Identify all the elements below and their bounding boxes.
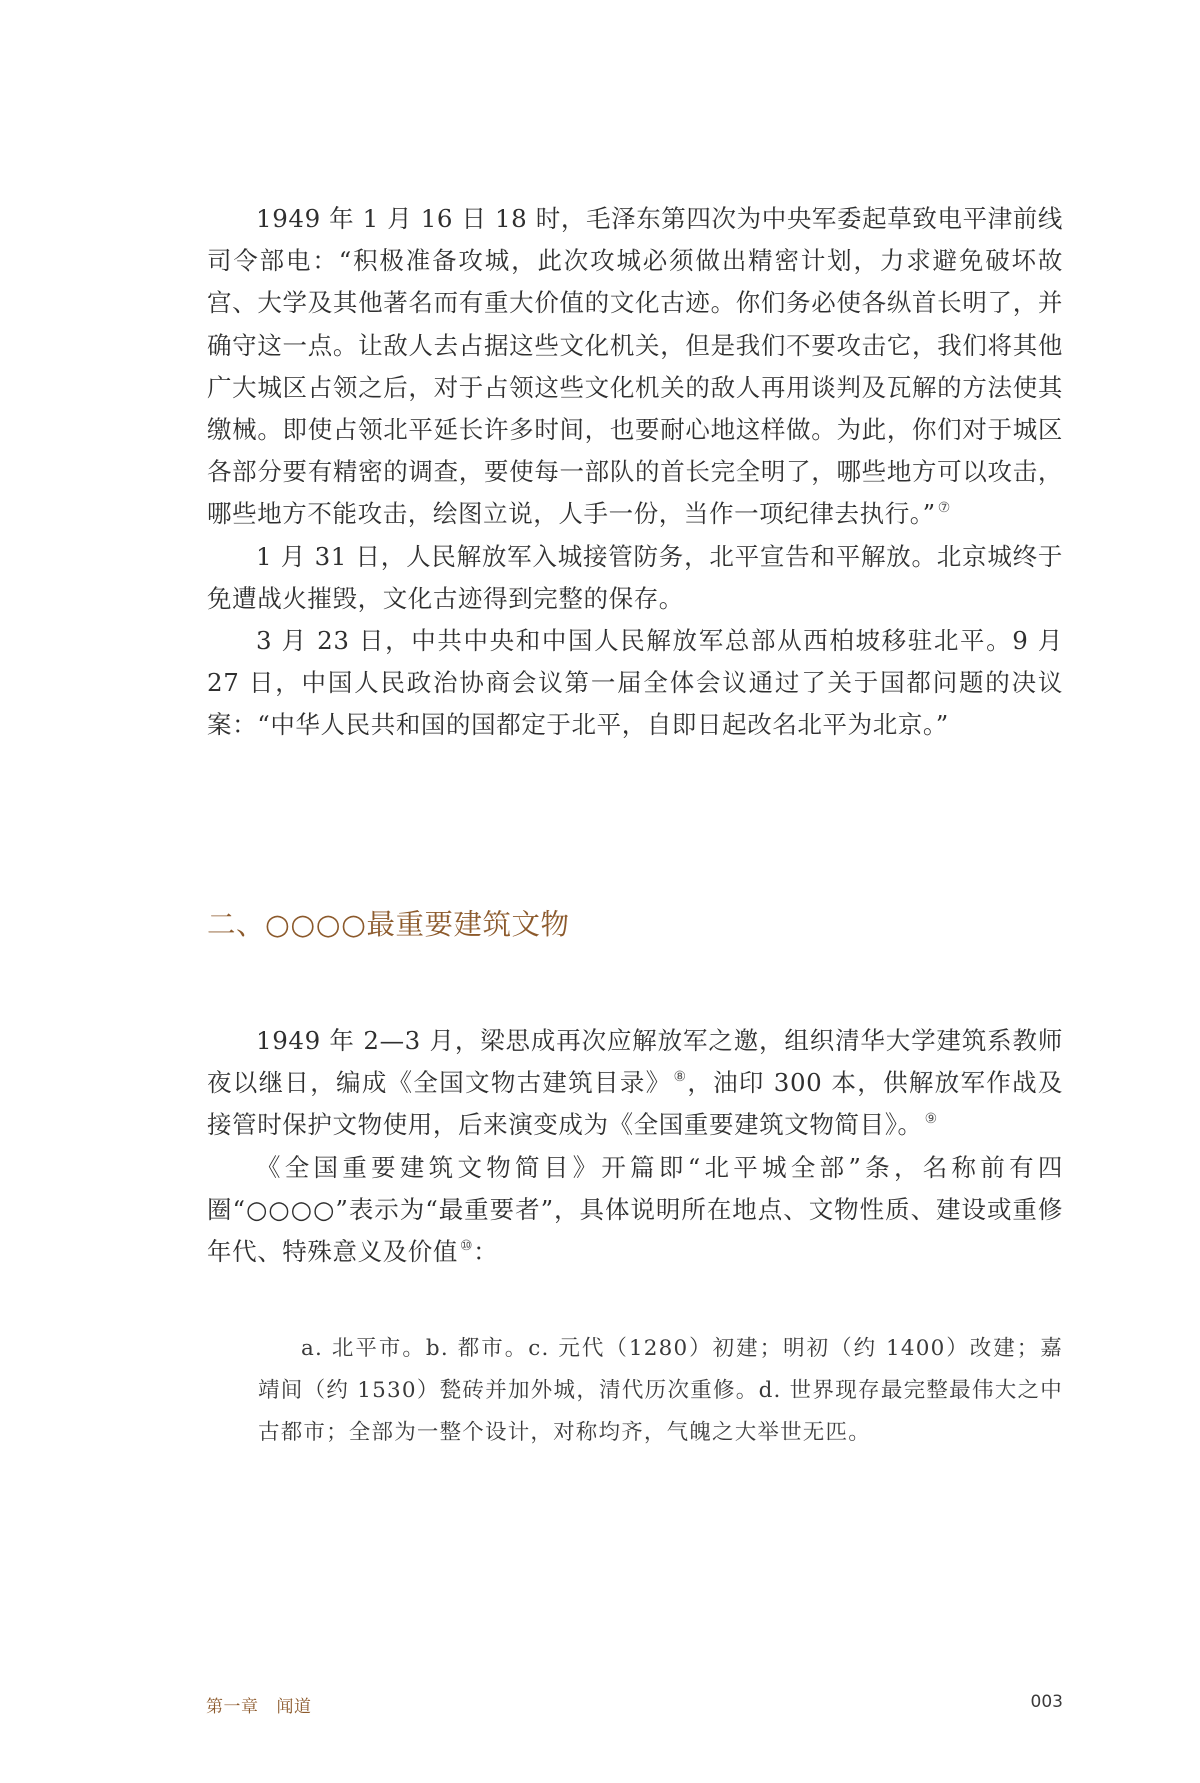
paragraph <box>207 620 1063 747</box>
paragraph <box>207 1020 1063 1147</box>
paragraph-text: 3 月 23 日，中共中央和中国人民解放军总部从西柏坡移驻北平。9 月 27 日，中国人民政治协商会议第一届全体会议通过了关于国都问题的决议案：“中华人民共和国的国都定于北平，自即日起改名北平为北京。” <box>207 626 1063 740</box>
body-section-1 <box>207 198 1063 747</box>
paragraph-text: ，油印 300 本，供解放军作战及接管时保护文物使用，后来演变成为《全国重要建筑文物简目》。 <box>207 1068 1063 1140</box>
footnote-marker[interactable]: ⑧ <box>673 1069 688 1086</box>
footnote-marker[interactable]: ⑦ <box>937 500 951 517</box>
footnote-marker[interactable]: ⑩ <box>460 1238 474 1255</box>
paragraph-text: 1 月 31 日，人民解放军入城接管防务，北平宣告和平解放。北京城终于免遭战火摧毁，文化古迹得到完整的保存。 <box>207 541 1063 613</box>
quote-text: a. 北平市。b. 都市。c. 元代（1280）初建；明初（约 1400）改建；嘉靖间（约 1530）甃砖并加外城，清代历次重修。d. 世界现存最完整最伟大之中古都市；全部为一整个设计，对称均齐，气魄之大举世无匹。 <box>258 1336 1063 1445</box>
page-number: 003 <box>1030 1692 1063 1712</box>
paragraph <box>207 1147 1063 1274</box>
chapter-label: 第一章 <box>206 1697 259 1717</box>
paragraph <box>207 536 1063 620</box>
chapter-title: 闻道 <box>276 1697 312 1717</box>
paragraph-text: 1949 年 2—3 月，梁思成再次应解放军之邀，组织清华大学建筑系教师夜以继日，编成《全国文物古建筑目录》 <box>207 1026 1063 1098</box>
paragraph-text: ： <box>473 1237 499 1267</box>
footnote-marker[interactable]: ⑨ <box>924 1111 938 1128</box>
block-quote <box>258 1328 1063 1454</box>
paragraph-text: 1949 年 1 月 16 日 18 时，毛泽东第四次为中央军委起草致电平津前线司令部电：“积极准备攻城，此次攻城必须做出精密计划，力求避免破坏故宫、大学及其他著名而有重大价值的文化古迹。你们务必使各纵首长明了，并确守这一点。让敌人去占据这些文化机关，但是我们不要攻击它，我们将其他广大城区占领之后，对于占领这些文化机关的敌人再用谈判及瓦解的方法使其缴械。即使占领北平延长许多时间，也要耐心地这样做。为此，你们对于城区各部分要有精密的调查，要使每一部队的首长完全明了，哪些地方可以攻击，哪些地方不能攻击，绘图立说，人手一份，当作一项纪律去执行。” <box>207 204 1063 529</box>
paragraph <box>207 198 1063 536</box>
section-heading: 二、○○○○最重要建筑文物 <box>207 908 570 941</box>
running-footer <box>206 1692 312 1717</box>
paragraph-text: 《全国重要建筑文物简目》开篇即“北平城全部”条，名称前有四圈“○○○○”表示为“最重要者”，具体说明所在地点、文物性质、建设或重修年代、特殊意义及价值 <box>207 1152 1063 1267</box>
body-section-2 <box>207 1020 1063 1273</box>
